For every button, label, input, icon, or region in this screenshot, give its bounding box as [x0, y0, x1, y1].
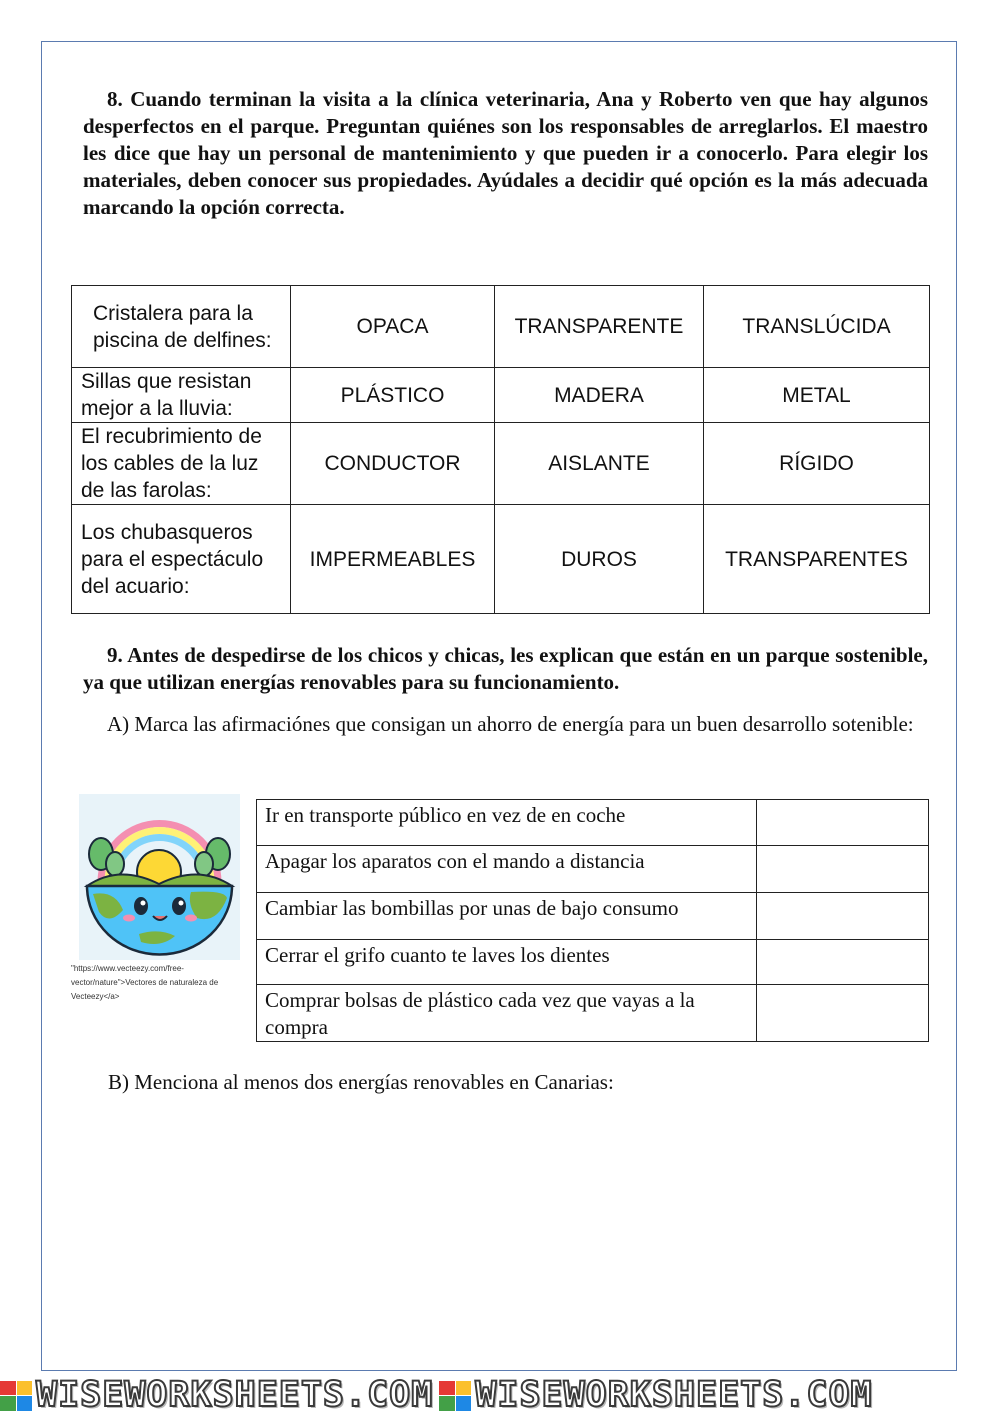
option-cell[interactable]: TRANSLÚCIDA — [704, 286, 930, 368]
statement-text: Comprar bolsas de plástico cada vez que vayas a la compra — [257, 985, 757, 1042]
option-cell[interactable]: OPACA — [291, 286, 495, 368]
statements-table — [256, 799, 929, 1042]
table-row — [72, 423, 930, 505]
table-row — [257, 940, 929, 985]
logo-icon — [0, 1381, 32, 1411]
answer-checkbox-cell[interactable] — [757, 940, 929, 985]
question-8-text: 8. Cuando terminan la visita a la clínica veterinaria, Ana y Roberto ven que hay algunos desperfectos en el parque. Preguntan quiénes son los responsables de arreglarlos. El maestro les dice que hay un personal de mantenimiento y que pueden ir a conocerlo. Para elegir los materiales, deben conocer sus propiedades. Ayúdales a decidir qué opción es la más adecuada marcando la opción correcta. — [83, 87, 928, 219]
earth-icon — [79, 794, 240, 960]
table-row — [72, 505, 930, 614]
statement-text: Cambiar las bombillas por unas de bajo consumo — [257, 893, 757, 940]
answer-checkbox-cell[interactable] — [757, 985, 929, 1042]
option-cell[interactable]: METAL — [704, 368, 930, 423]
option-cell[interactable]: DUROS — [495, 505, 704, 614]
option-cell[interactable]: IMPERMEABLES — [291, 505, 495, 614]
properties-table — [71, 285, 930, 614]
answer-checkbox-cell[interactable] — [757, 846, 929, 893]
option-cell[interactable]: AISLANTE — [495, 423, 704, 505]
question-9-text: 9. Antes de despedirse de los chicos y chicas, les explican que están en un parque sostenible, ya que utilizan energías renovables para su funcionamiento. — [83, 643, 928, 694]
option-cell[interactable]: TRANSPARENTES — [704, 505, 930, 614]
answer-checkbox-cell[interactable] — [757, 800, 929, 846]
row-label: Cristalera para la piscina de delfines: — [72, 286, 291, 368]
answer-checkbox-cell[interactable] — [757, 893, 929, 940]
part-a-instruction: A) Marca las afirmaciónes que consigan un ahorro de energía para un buen desarrollo sotenible: — [107, 712, 914, 736]
part-b-instruction: B) Menciona al menos dos energías renovables en Canarias: — [108, 1070, 614, 1094]
brand-watermark — [439, 1378, 872, 1413]
image-credit: "https://www.vecteezy.com/free-vector/nature">Vectores de naturaleza de Vecteezy</a> — [71, 964, 219, 1001]
statement-text: Apagar los aparatos con el mando a distancia — [257, 846, 757, 893]
row-label: El recubrimiento de los cables de la luz de las farolas: — [72, 423, 291, 505]
brand-watermark — [0, 1378, 433, 1413]
table-row — [257, 800, 929, 846]
option-cell[interactable]: PLÁSTICO — [291, 368, 495, 423]
statement-text: Ir en transporte público en vez de en coche — [257, 800, 757, 846]
option-cell[interactable]: RÍGIDO — [704, 423, 930, 505]
row-label: Los chubasqueros para el espectáculo del acuario: — [72, 505, 291, 614]
option-cell[interactable]: TRANSPARENTE — [495, 286, 704, 368]
table-row — [257, 985, 929, 1042]
option-cell[interactable]: CONDUCTOR — [291, 423, 495, 505]
option-cell[interactable]: MADERA — [495, 368, 704, 423]
row-label: Sillas que resistan mejor a la lluvia: — [72, 368, 291, 423]
table-row — [72, 368, 930, 423]
table-row — [257, 846, 929, 893]
table-row — [257, 893, 929, 940]
brand-text: WISEWORKSHEETS.COM — [475, 1378, 873, 1413]
table-row — [72, 286, 930, 368]
earth-illustration — [79, 794, 240, 960]
statement-text: Cerrar el grifo cuanto te laves los dientes — [257, 940, 757, 985]
brand-text: WISEWORKSHEETS.COM — [36, 1378, 434, 1413]
footer-watermark — [0, 1378, 1000, 1413]
logo-icon — [439, 1381, 471, 1411]
